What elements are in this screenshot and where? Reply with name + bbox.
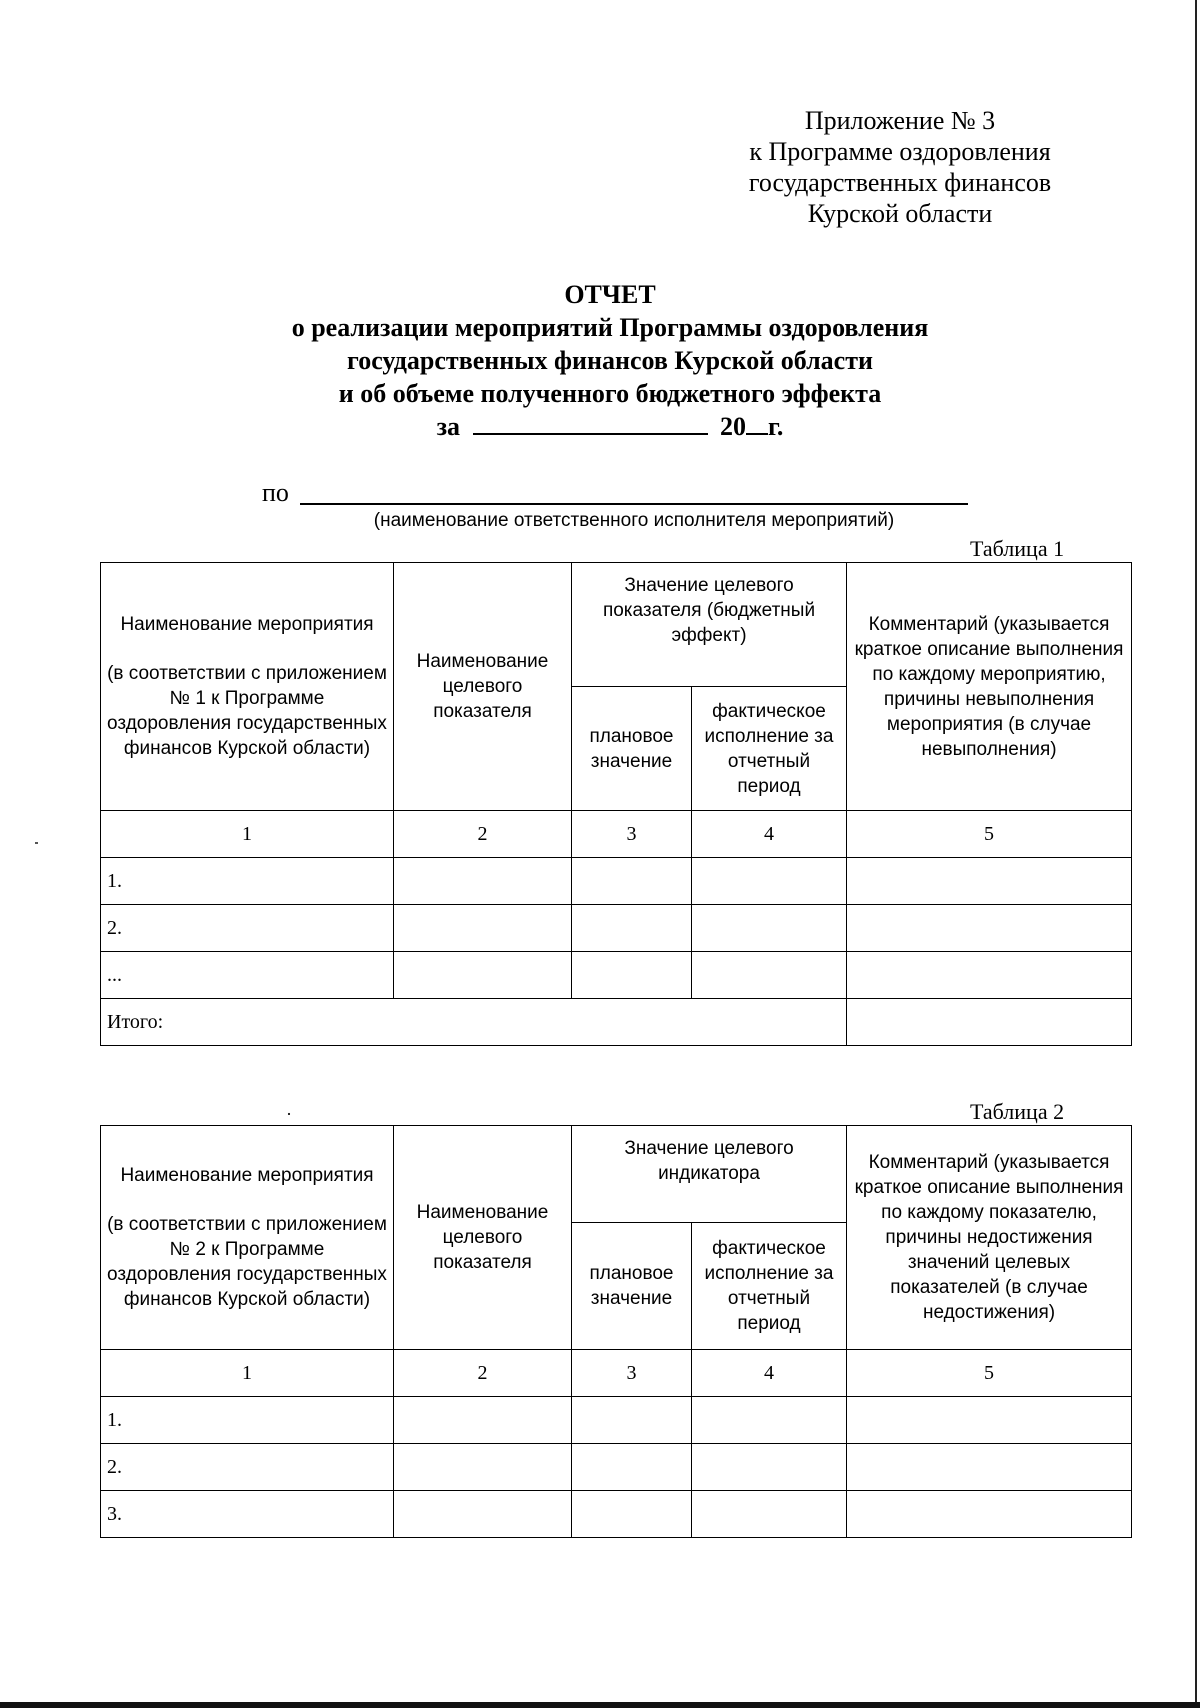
t2-colnum-1: 1 [101, 1350, 394, 1397]
t1-header-indicator: Наименование целевого показателя [394, 563, 572, 811]
t1-row-1-label: 1. [101, 858, 394, 905]
t2-header-event [101, 1126, 394, 1350]
t1-row-2-cell[interactable] [394, 905, 572, 952]
t2-row-1-cell[interactable] [572, 1397, 692, 1444]
table-row [101, 1397, 1132, 1444]
t2-header-indicator: Наименование целевого показателя [394, 1126, 572, 1350]
t2-row-2-label: 2. [101, 1444, 394, 1491]
report-period-line [80, 410, 1140, 443]
t1-colnum-5: 5 [847, 811, 1132, 858]
year-suffix: г. [768, 412, 784, 441]
t2-header-event-note: (в соответствии с приложением № 2 к Программе оздоровления государственных финансов Курской области) [107, 1214, 387, 1310]
annex-line-1: Приложение № 3 [804, 106, 996, 135]
table-row [101, 858, 1132, 905]
t1-row-1-cell[interactable] [572, 858, 692, 905]
t1-row-3-cell[interactable] [692, 952, 847, 999]
t2-colnum-3: 3 [572, 1350, 692, 1397]
table-1 [100, 562, 1132, 1046]
t2-row-2-cell[interactable] [847, 1444, 1132, 1491]
t2-row-3-cell[interactable] [692, 1491, 847, 1538]
t1-row-1-cell[interactable] [394, 858, 572, 905]
t1-colnum-4: 4 [692, 811, 847, 858]
t1-header-planned: плановое значение [572, 687, 692, 811]
t2-colnum-2: 2 [394, 1350, 572, 1397]
t1-total-cell[interactable] [847, 999, 1132, 1046]
t1-row-2-cell[interactable] [692, 905, 847, 952]
report-subtitle-3: и об объеме полученного бюджетного эффекта [338, 379, 882, 408]
t1-header-event-note: (в соответствии с приложением № 1 к Программе оздоровления государственных финансов Курской области) [107, 663, 387, 759]
annex-line-4: Курской области [807, 199, 993, 228]
report-title-block [80, 278, 1140, 443]
t2-header-planned: плановое значение [572, 1223, 692, 1350]
responsible-caption: (наименование ответственного исполнителя мероприятий) [373, 510, 895, 531]
annex-block [700, 105, 1100, 229]
t2-row-1-cell[interactable] [394, 1397, 572, 1444]
report-subtitle-2: государственных финансов Курской области [347, 346, 873, 375]
t1-total-label: Итого: [101, 999, 847, 1046]
t2-header-actual: фактическое исполнение за отчетный период [692, 1223, 847, 1350]
table-2 [100, 1125, 1132, 1538]
t2-header-event-title: Наименование мероприятия [120, 1165, 374, 1186]
table-row [101, 1491, 1132, 1538]
t2-colnum-5: 5 [847, 1350, 1132, 1397]
year-prefix: 20 [720, 412, 747, 441]
t2-row-3-cell[interactable] [847, 1491, 1132, 1538]
table-row [101, 905, 1132, 952]
t1-row-1-cell[interactable] [692, 858, 847, 905]
t1-row-3-label: ... [101, 952, 394, 999]
t2-row-1-cell[interactable] [847, 1397, 1132, 1444]
annex-line-2: к Программе оздоровления [749, 137, 1051, 166]
t1-colnum-1: 1 [101, 811, 394, 858]
table2-label: Таблица 2 [970, 1099, 1065, 1124]
t1-colnum-2: 2 [394, 811, 572, 858]
t1-header-actual: фактическое исполнение за отчетный период [692, 687, 847, 811]
t1-row-3-cell[interactable] [394, 952, 572, 999]
t1-row-2-label: 2. [101, 905, 394, 952]
period-blank[interactable] [473, 411, 708, 435]
t1-header-event-title: Наименование мероприятия [120, 614, 374, 635]
t2-row-1-cell[interactable] [692, 1397, 847, 1444]
table1-label: Таблица 1 [970, 536, 1065, 561]
t1-header-target-value: Значение целевого показателя (бюджетный эффект) [572, 563, 847, 687]
t1-row-3-cell[interactable] [847, 952, 1132, 999]
t2-header-comment: Комментарий (указывается краткое описание выполнения по каждому показателю, причины недостижения значений целевых показателей (в случае недостижения) [847, 1126, 1132, 1350]
responsible-po: по [262, 478, 289, 507]
report-subtitle-1: о реализации мероприятий Программы оздоровления [291, 313, 929, 342]
t2-row-2-cell[interactable] [394, 1444, 572, 1491]
responsible-blank[interactable] [300, 503, 968, 505]
t1-header-comment: Комментарий (указывается краткое описание выполнения по каждому мероприятию, причины невыполнения мероприятия (в случае невыполнения) [847, 563, 1132, 811]
t1-header-event [101, 563, 394, 811]
year-blank[interactable] [746, 411, 768, 435]
scan-mark [35, 842, 38, 844]
scan-edge-right [1195, 0, 1197, 1708]
scan-edge-bottom [0, 1702, 1200, 1708]
t1-row-2-cell[interactable] [572, 905, 692, 952]
period-za: за [436, 412, 461, 441]
report-title: ОТЧЕТ [564, 280, 656, 309]
table-row-total [101, 999, 1132, 1046]
t2-row-3-cell[interactable] [394, 1491, 572, 1538]
t2-row-3-cell[interactable] [572, 1491, 692, 1538]
t1-colnum-3: 3 [572, 811, 692, 858]
t2-row-1-label: 1. [101, 1397, 394, 1444]
t1-row-1-cell[interactable] [847, 858, 1132, 905]
t2-row-2-cell[interactable] [572, 1444, 692, 1491]
t2-colnum-4: 4 [692, 1350, 847, 1397]
t2-row-3-label: 3. [101, 1491, 394, 1538]
table-row [101, 1444, 1132, 1491]
t2-header-target-indicator: Значение целевого индикатора [572, 1126, 847, 1223]
t1-row-2-cell[interactable] [847, 905, 1132, 952]
t1-row-3-cell[interactable] [572, 952, 692, 999]
annex-line-3: государственных финансов [748, 168, 1052, 197]
table-row [101, 952, 1132, 999]
stray-dot: · [286, 1104, 292, 1124]
t2-row-2-cell[interactable] [692, 1444, 847, 1491]
